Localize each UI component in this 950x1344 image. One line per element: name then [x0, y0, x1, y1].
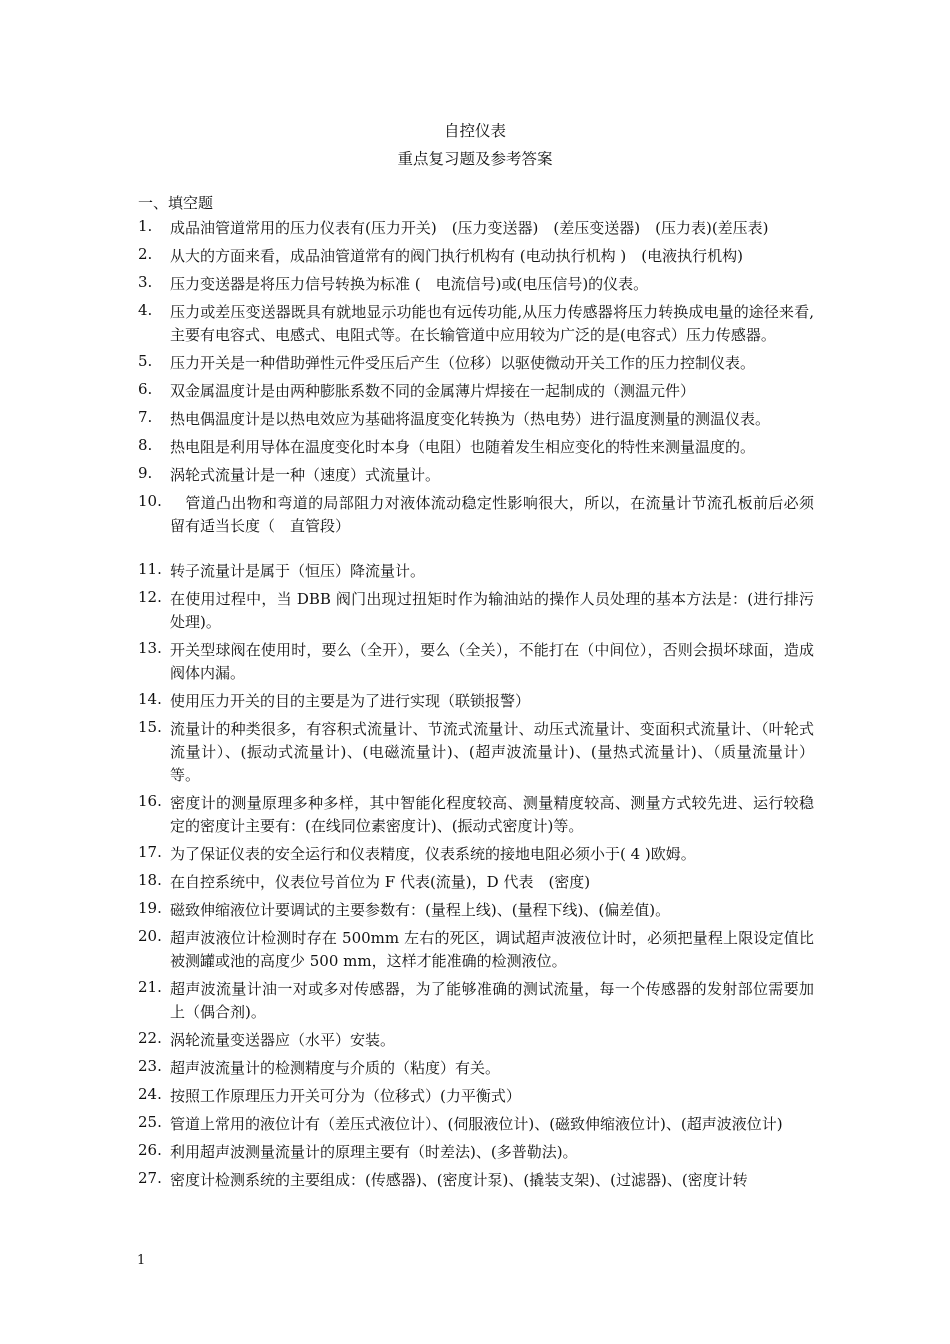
list-item — [0, 871, 950, 894]
item-number: 12. — [138, 588, 162, 606]
item-number: 10. — [138, 492, 162, 510]
item-text: 转子流量计是属于（恒压）降流量计。 — [170, 562, 426, 580]
item-text: 涡轮流量变送器应（水平）安装。 — [170, 1031, 396, 1049]
item-number: 2. — [138, 245, 153, 263]
item-number: 23. — [138, 1057, 162, 1075]
item-text: 利用超声波测量流量计的原理主要有（时差法)、(多普勒法)。 — [170, 1143, 578, 1161]
list-item — [0, 492, 950, 538]
item-number: 16. — [138, 792, 162, 810]
list-item — [0, 978, 950, 1024]
item-text: 按照工作原理压力开关可分为（位移式）(力平衡式） — [170, 1087, 521, 1105]
item-text: 管道上常用的液位计有（差压式液位计）、(伺服液位计)、(磁致伸缩液位计)、(超声波液位计) — [170, 1115, 783, 1133]
item-text: 压力或差压变送器既具有就地显示功能也有远传功能,从压力传感器将压力转换成电量的途径来看,主要有电容式、电感式、电阻式等。在长输管道中应用较为广泛的是(电容式）压力传感器。 — [170, 303, 814, 344]
list-item — [0, 1057, 950, 1080]
item-text: 热电阻是利用导体在温度变化时本身（电阻）也随着发生相应变化的特性来测量温度的。 — [170, 438, 756, 456]
item-number: 18. — [138, 871, 162, 889]
item-text: 超声波流量计的检测精度与介质的（粘度）有关。 — [170, 1059, 501, 1077]
item-number: 17. — [138, 843, 162, 861]
item-text: 开关型球阀在使用时，要么（全开），要么（全关），不能打在（中间位），否则会损坏球面，造成阀体内漏。 — [170, 641, 814, 682]
list-item — [0, 690, 950, 713]
item-text: 压力变送器是将压力信号转换为标准 ( 电流信号)或(电压信号)的仪表。 — [170, 275, 649, 293]
list-item — [0, 408, 950, 431]
item-number: 5. — [138, 352, 153, 370]
item-text: 磁致伸缩液位计要调试的主要参数有：(量程上线)、(量程下线)、(偏差值)。 — [170, 901, 671, 919]
doc-subtitle: 重点复习题及参考答案 — [397, 150, 553, 168]
item-number: 3. — [138, 273, 153, 291]
item-number: 8. — [138, 436, 153, 454]
item-number: 21. — [138, 978, 162, 996]
list-item — [0, 464, 950, 487]
list-item — [0, 639, 950, 685]
item-number: 27. — [138, 1169, 162, 1187]
question-list — [0, 217, 950, 1197]
item-text: 在使用过程中，当 DBB 阀门出现过扭矩时作为输油站的操作人员处理的基本方法是：(进行排污处理)。 — [170, 590, 814, 631]
list-item — [0, 1113, 950, 1136]
item-text: 流量计的种类很多，有容积式流量计、节流式流量计、动压式流量计、变面积式流量计、（叶轮式流量计）、(振动式流量计)、(电磁流量计)、(超声波流量计)、(量热式流量计)、（质量流量计）等。 — [170, 720, 814, 784]
list-item — [0, 217, 950, 240]
item-number: 25. — [138, 1113, 162, 1131]
item-text: 密度计检测系统的主要组成：(传感器)、(密度计泵)、(撬装支架)、(过滤器)、(密度计转 — [170, 1171, 748, 1189]
list-item — [0, 352, 950, 375]
list-item — [0, 927, 950, 973]
item-text: 管道凸出物和弯道的局部阻力对液体流动稳定性影响很大，所以，在流量计节流孔板前后必须留有适当长度（ 直管段） — [170, 494, 814, 535]
item-text: 在自控系统中，仪表位号首位为 F 代表(流量)，D 代表 (密度) — [170, 873, 591, 891]
item-text: 压力开关是一种借助弹性元件受压后产生（位移）以驱使微动开关工作的压力控制仪表。 — [170, 354, 756, 372]
item-number: 14. — [138, 690, 162, 708]
item-text: 成品油管道常用的压力仪表有(压力开关) (压力变送器) (差压变送器) (压力表)(差压表) — [170, 219, 769, 237]
doc-title: 自控仪表 — [443, 122, 506, 140]
item-text: 热电偶温度计是以热电效应为基础将温度变化转换为（热电势）进行温度测量的测温仪表。 — [170, 410, 771, 428]
item-number: 15. — [138, 718, 162, 736]
list-item — [0, 792, 950, 838]
item-number: 6. — [138, 380, 153, 398]
item-number: 4. — [138, 301, 153, 319]
list-item — [0, 1085, 950, 1108]
item-text: 双金属温度计是由两种膨胀系数不同的金属薄片焊接在一起制成的（测温元件） — [170, 382, 696, 400]
list-item — [0, 301, 950, 347]
item-number: 9. — [138, 464, 153, 482]
list-item — [0, 1029, 950, 1052]
list-item — [0, 843, 950, 866]
list-item — [0, 436, 950, 459]
item-number: 19. — [138, 899, 162, 917]
list-item — [0, 899, 950, 922]
item-number: 1. — [138, 217, 153, 235]
item-number: 20. — [138, 927, 162, 945]
item-text: 超声波液位计检测时存在 500mm 左右的死区，调试超声波液位计时，必须把量程上限设定值比被测罐或池的高度少 500 mm，这样才能准确的检测液位。 — [170, 929, 814, 970]
item-number: 13. — [138, 639, 162, 657]
item-number: 22. — [138, 1029, 162, 1047]
item-number: 11. — [138, 560, 162, 578]
list-item — [0, 588, 950, 634]
list-item — [0, 273, 950, 296]
list-item — [0, 560, 950, 583]
list-item — [0, 1169, 950, 1192]
item-text: 涡轮式流量计是一种（速度）式流量计。 — [170, 466, 441, 484]
item-text: 使用压力开关的目的主要是为了进行实现（联锁报警） — [170, 692, 531, 710]
list-item — [0, 380, 950, 403]
item-number: 7. — [138, 408, 153, 426]
item-text: 密度计的测量原理多种多样，其中智能化程度较高、测量精度较高、测量方式较先进、运行较稳定的密度计主要有：(在线同位素密度计)、(振动式密度计)等。 — [170, 794, 814, 835]
item-number: 26. — [138, 1141, 162, 1159]
item-text: 为了保证仪表的安全运行和仪表精度，仪表系统的接地电阻必须小于( 4 )欧姆。 — [170, 845, 696, 863]
list-item — [0, 245, 950, 268]
page-number: 1 — [137, 1253, 146, 1268]
section-heading: 一、填空题 — [138, 194, 214, 212]
list-item — [0, 1141, 950, 1164]
item-text: 从大的方面来看，成品油管道常有的阀门执行机构有 (电动执行机构 ) (电液执行机构) — [170, 247, 743, 265]
list-item — [0, 718, 950, 787]
item-text: 超声波流量计油一对或多对传感器，为了能够准确的测试流量，每一个传感器的发射部位需要加上（偶合剂)。 — [170, 980, 814, 1021]
item-number: 24. — [138, 1085, 162, 1103]
